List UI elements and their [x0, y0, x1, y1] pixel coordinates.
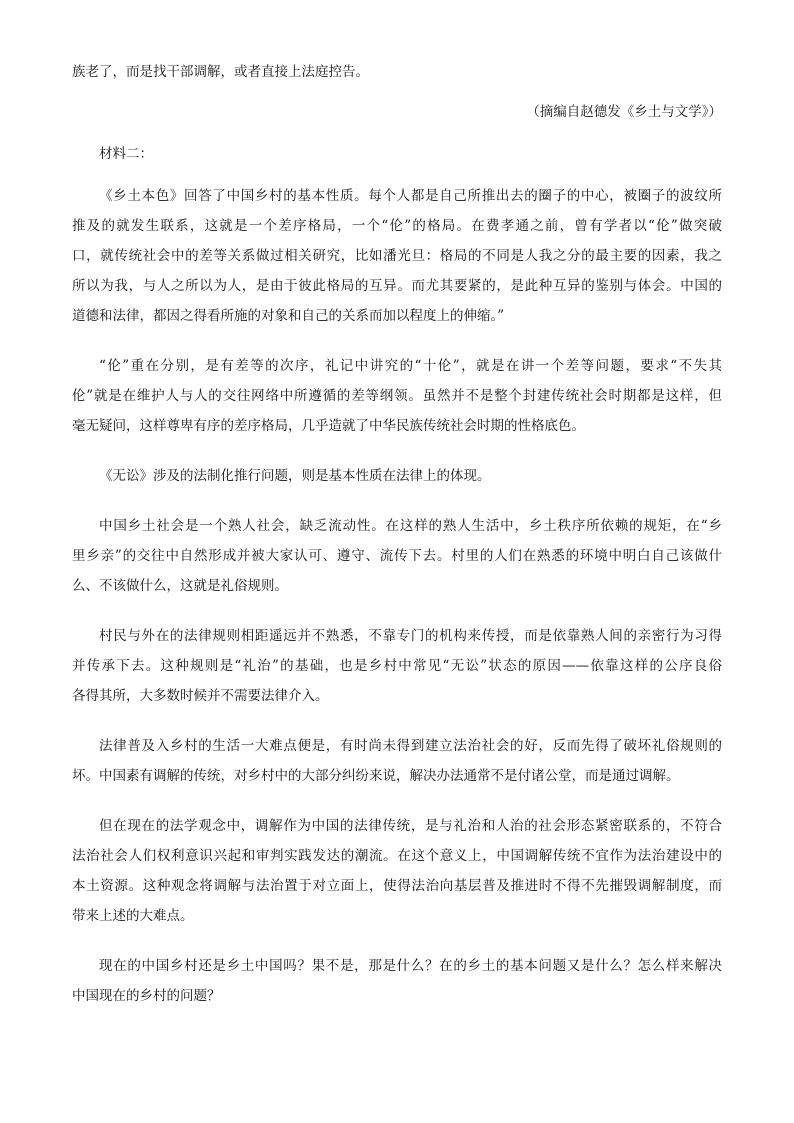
paragraph-line: 法律普及入乡村的生活一大难点便是，有时尚未得到建立法治社会的好，反而先得了破坏礼俗规则的 [99, 738, 722, 754]
paragraph-line: 并传承下去。这种规则是“礼治”的基础，也是乡村中常见“无讼”状态的原因——依靠这样的公序良俗 [72, 658, 722, 674]
paragraph-line: 现在的中国乡村还是乡土中国吗？果不是，那是什么？在的乡土的基本问题又是什么？怎么样来解决 [99, 958, 722, 974]
paragraph-line: 推及的就发生联系，这就是一个差序格局，一个“伦”的格局。在费孝通之前，曾有学者以“伦”做突破 [72, 218, 722, 234]
paragraph-line: 各得其所，大多数时候并不需要法律介入。 [72, 688, 329, 704]
paragraph-line: 坏。中国素有调解的传统，对乡村中的大部分纠纷来说，解决办法通常不是付诸公堂，而是通过调解。 [72, 768, 680, 784]
paragraph-5 [72, 621, 722, 711]
paragraph-line: 毫无疑问，这样尊卑有序的差序格局，几乎造就了中华民族传统社会时期的性格底色。 [72, 418, 585, 434]
paragraph-3 [72, 461, 722, 491]
paragraph-line: 么、不该做什么，这就是礼俗规则。 [72, 578, 288, 594]
paragraph-6 [72, 731, 722, 791]
lead-line: 族老了，而是找干部调解，或者直接上法庭控告。 [72, 64, 369, 80]
paragraph-line: 村民与外在的法律规则相距遥远并不熟悉，不靠专门的机构来传授，而是依靠熟人间的亲密行为习得 [99, 628, 722, 644]
material-label: 材料二： [99, 146, 153, 162]
paragraph-8 [72, 951, 722, 1011]
paragraph-4 [72, 511, 722, 601]
paragraph-line: 带来上述的大难点。 [72, 908, 194, 924]
paragraph-line: 道德和法律，都因之得看所施的对象和自己的关系而加以程度上的伸缩。” [72, 308, 505, 324]
document-body [72, 57, 722, 1011]
paragraph-line: 《乡土本色》回答了中国乡村的基本性质。每个人都是自己所推出去的圈子的中心，被圈子的波纹所 [99, 188, 722, 204]
paragraph-7 [72, 811, 722, 931]
source-citation: （摘编自赵德发《乡土与文学》） [526, 104, 722, 120]
paragraph-1 [72, 181, 722, 331]
paragraph-line: 中国现在的乡村的问题？ [72, 988, 221, 1004]
paragraph-line: 中国乡土社会是一个熟人社会，缺乏流动性。在这样的熟人生活中，乡土秩序所依赖的规矩，在“乡 [99, 518, 722, 534]
paragraph-line: 口，就传统社会中的差等关系做过相关研究，比如潘光旦：格局的不同是人我之分的最主要的因素，我之 [72, 248, 722, 264]
paragraph-line: 伦”就是在维护人与人的交往网络中所遵循的差等纲领。虽然并不是整个封建传统社会时期都是这样，但 [72, 388, 722, 404]
paragraph-2 [72, 351, 722, 441]
paragraph-line: 法治社会人们权利意识兴起和审判实践发达的潮流。在这个意义上，中国调解传统不宜作为法治建设中的 [72, 848, 722, 864]
paragraph-line: “伦”重在分别，是有差等的次序，礼记中讲究的“十伦”，就是在讲一个差等问题，要求“不失其 [99, 358, 722, 374]
paragraph-line: 《无讼》涉及的法制化推行问题，则是基本性质在法律上的体现。 [99, 468, 491, 484]
paragraph-line: 所以为我，与人之所以为人，是由于彼此格局的互异。而尤其要紧的，是此种互异的鉴别与体会。中国的 [72, 278, 722, 294]
paragraph-line: 本土资源。这种观念将调解与法治置于对立面上，使得法治向基层普及推进时不得不先摧毁调解制度，而 [72, 878, 722, 894]
paragraph-line: 但在现在的法学观念中，调解作为中国的法律传统，是与礼治和人治的社会形态紧密联系的，不符合 [99, 818, 722, 834]
paragraph-line: 里乡亲”的交往中自然形成并被大家认可、遵守、流传下去。村里的人们在熟悉的环境中明白自己该做什 [72, 548, 722, 564]
